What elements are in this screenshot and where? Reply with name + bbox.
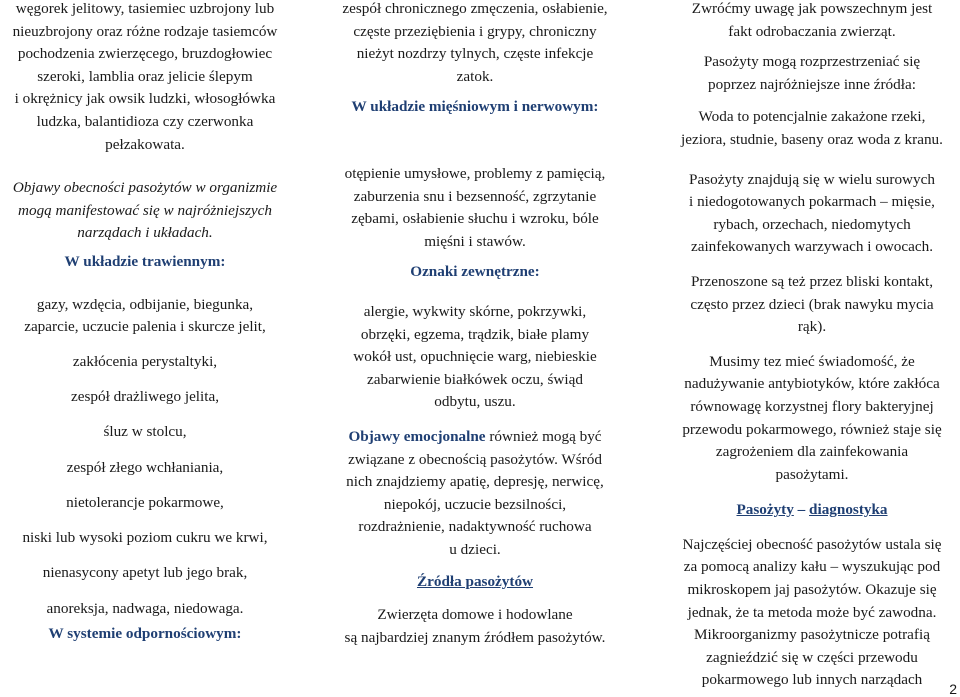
text-line: obrzęki, egzema, trądzik, białe plamy [360, 325, 590, 343]
page-number: 2 [949, 681, 957, 697]
emotional-rest: również mogą być [485, 427, 602, 445]
heading-external: Oznaki zewnętrzne: [410, 263, 540, 281]
symptoms-intro [0, 177, 290, 245]
text-line: fakt odrobaczania zwierząt. [728, 22, 896, 40]
text-line: zaburzenia snu i bezsenność, zgrzytanie [353, 187, 597, 205]
list-item: nietolerancje pokarmowe, [66, 493, 224, 511]
text-line: nadużywanie antybiotyków, które zakłóca [684, 375, 940, 393]
list-item: śluz w stolcu, [103, 423, 187, 441]
text-line: mogą manifestować się w najróżniejszych [18, 201, 272, 219]
list-item: zakłócenia perystaltyki, [72, 352, 218, 370]
text-line: pełzakowata. [105, 135, 185, 153]
text-line: przewodu pokarmowego, również staje się [682, 420, 942, 438]
emotional-symptoms [322, 426, 628, 562]
text-line: alergie, wykwity skórne, pokrzywki, [363, 302, 587, 320]
text-line: jeziora, studnie, baseny oraz woda z kranu. [681, 130, 943, 148]
heading-diagnostics-sep: – [793, 501, 810, 519]
text-line: rozdrażnienie, nadaktywność ruchowa [358, 518, 592, 536]
text-line: zagnieździć się w części przewodu [706, 648, 918, 666]
text-line: pochodzenia zwierzęcego, bruzdogłowiec [17, 45, 273, 63]
contact-paragraph [664, 271, 960, 339]
heading-digestive: W układzie trawiennym: [64, 252, 226, 270]
diagnostics-paragraph [664, 534, 960, 692]
food-paragraph [664, 169, 960, 259]
digestive-list [0, 351, 290, 621]
heading-immune: W systemie odpornościowym: [48, 625, 242, 643]
text-line: zatok. [456, 67, 494, 85]
text-line: nich znajdziemy apatię, depresję, nerwicę, [346, 473, 604, 491]
text-line: i niedogotowanych pokarmach – mięsie, [689, 193, 935, 211]
heading-sources: Źródła pasożytów [416, 573, 534, 591]
text-line: Przenoszone są też przez bliski kontakt, [690, 272, 934, 290]
text-line: narządach i układach. [77, 224, 213, 242]
heading-diagnostics [664, 499, 960, 522]
text-line: węgorek jelitowy, tasiemiec uzbrojony lub [15, 0, 275, 17]
text-line: zaparcie, uczucie palenia i skurcze jelit, [24, 318, 266, 336]
text-line: poprzez najróżniejsze inne źródła: [708, 75, 916, 93]
heading-diagnostics-b: diagnostyka [809, 501, 888, 519]
text-line: częste przeziębienia i grypy, chroniczny [353, 22, 597, 40]
text-line: Objawy obecności pasożytów w organizmie [12, 179, 278, 197]
text-line: ludzka, balantidioza czy czerwonka [36, 112, 254, 130]
column-right [664, 0, 960, 692]
heading-muscle-nervous: W układzie mięśniowym i nerwowym: [351, 98, 599, 116]
text-line: często przez dzieci (brak nawyku mycia [690, 295, 934, 313]
text-line: u dzieci. [449, 540, 501, 558]
column-middle [322, 0, 628, 649]
text-line: wokół ust, opuchnięcie warg, niebieskie [353, 348, 597, 366]
list-item: nienasycony apetyt lub jego brak, [42, 564, 248, 582]
text-line: za pomocą analizy kału – wyszukując pod [683, 558, 941, 576]
list-item: anoreksja, nadwaga, niedowaga. [46, 599, 244, 617]
sources-text [322, 604, 628, 649]
text-line: związane z obecnością pasożytów. Wśród [348, 450, 602, 468]
text-line: i okrężnicy jak owsik ludzki, włosogłówka [14, 90, 276, 108]
text-line: jednak, że ta metoda może być zawodna. [687, 603, 937, 621]
text-line: mięśni i stawów. [424, 232, 526, 250]
spread-paragraph [664, 51, 960, 96]
digestive-symptoms [0, 294, 290, 339]
text-line: gazy, wzdęcia, odbijanie, biegunka, [36, 295, 254, 313]
text-line: odbytu, uszu. [434, 393, 516, 411]
text-line: zębami, osłabienie słuchu i wzroku, bóle [351, 210, 599, 228]
text-line: Zwierzęta domowe i hodowlane [377, 606, 573, 624]
list-item: zespół złego wchłaniania, [66, 458, 224, 476]
column-left [0, 0, 290, 646]
text-line: rąk). [797, 318, 827, 336]
external-symptoms [322, 301, 628, 414]
text-line: Najczęściej obecność pasożytów ustala się [682, 535, 942, 553]
text-line: Woda to potencjalnie zakażone rzeki, [698, 108, 926, 126]
text-line: zespół chronicznego zmęczenia, osłabienie, [342, 0, 608, 17]
attention-paragraph [664, 0, 960, 43]
text-line: Pasożyty mogą rozprzestrzeniać się [703, 53, 921, 71]
list-item: zespół drażliwego jelita, [70, 388, 220, 405]
text-line: zainfekowanych warzywach i owocach. [690, 238, 934, 256]
text-line: są najbardziej znanym źródłem pasożytów. [344, 628, 606, 646]
text-line: nieuzbrojony oraz różne rodzaje tasiemców [12, 22, 278, 40]
antibiotics-paragraph [664, 351, 960, 487]
heading-diagnostics-a: Pasożyty [736, 501, 794, 519]
text-line: Pasożyty znajdują się w wielu surowych [689, 170, 935, 188]
text-line: pasożytami. [775, 465, 849, 483]
emotional-bold: Objawy emocjonalne [348, 427, 486, 445]
text-line: otępienie umysłowe, problemy z pamięcią, [344, 164, 606, 182]
text-line [322, 426, 628, 449]
water-paragraph [664, 106, 960, 151]
immune-symptoms [322, 0, 628, 88]
text-line: równowagę korzystnej flory bakteryjnej [690, 397, 934, 415]
text-line: Mikroorganizmy pasożytnicze potrafią [694, 626, 930, 644]
text-line: zabarwienie białkówek oczu, świąd [367, 370, 583, 388]
text-line: niepokój, uczucie bezsilności, [383, 495, 567, 513]
text-line: Musimy tez mieć świadomość, że [709, 352, 915, 370]
text-line: mikroskopem jaj pasożytów. Okazuje się [687, 581, 937, 599]
intro-paragraph [0, 0, 290, 156]
text-line: pokarmowego lub innych narządach [701, 671, 923, 689]
text-line: rybach, orzechach, niedomytych [713, 215, 911, 233]
text-line: szeroki, lamblia oraz jelicie ślepym [37, 67, 253, 85]
text-line: nieżyt nozdrzy tylnych, częste infekcje [356, 45, 594, 63]
text-line: Zwróćmy uwagę jak powszechnym jest [691, 0, 933, 17]
muscle-nervous-symptoms [322, 163, 628, 253]
list-item: niski lub wysoki poziom cukru we krwi, [22, 529, 268, 547]
text-line: zagrożeniem dla zainfekowania [715, 443, 909, 461]
